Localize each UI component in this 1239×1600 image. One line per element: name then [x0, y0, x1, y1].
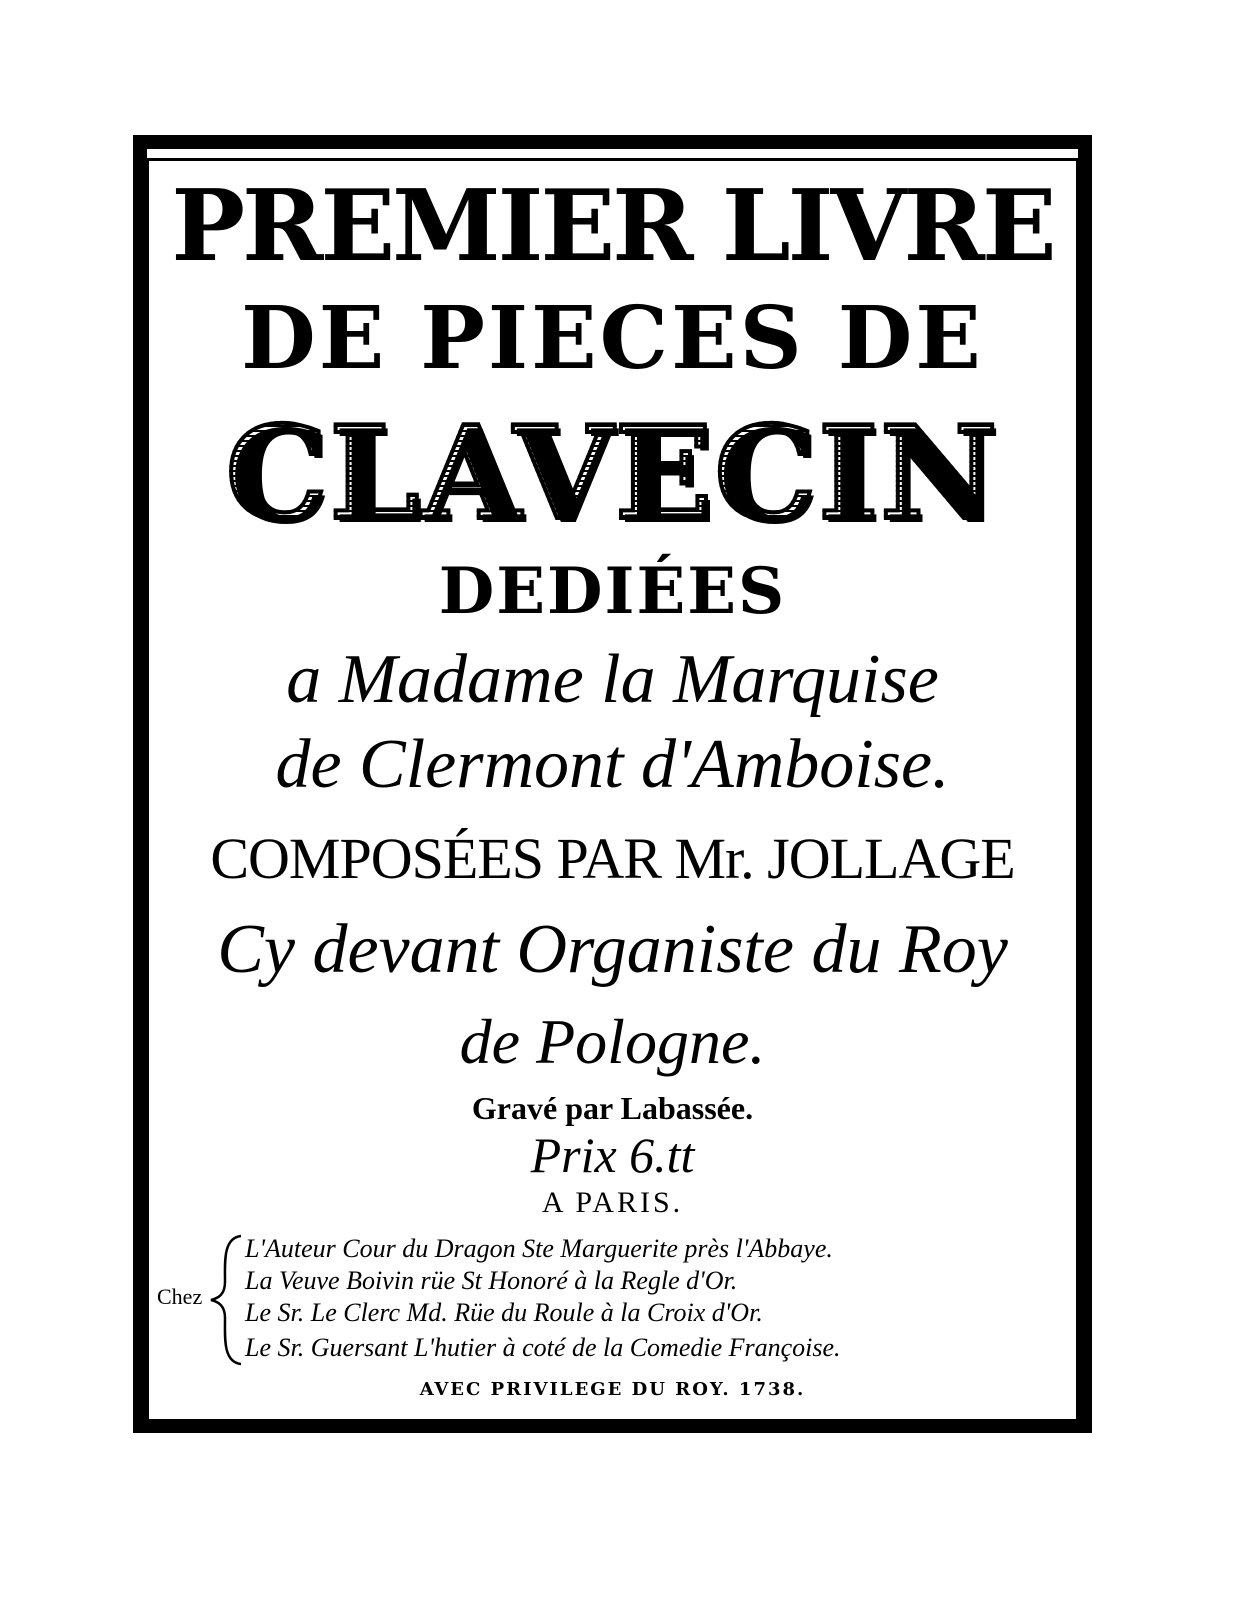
title-line-de-pieces-de: DE PIECES DE: [241, 288, 984, 389]
privilege-line: AVEC PRIVILEGE DU ROY. 1738.: [419, 1379, 806, 1400]
publication-city: A PARIS.: [541, 1186, 684, 1219]
seller-address: Le Sr. Le Clerc Md. Rüe du Roule à la Croix d'Or.: [245, 1298, 763, 1327]
curly-brace-icon: [205, 1232, 245, 1368]
composer-title-line-2: de Pologne.: [459, 1006, 766, 1077]
title-line-premier-livre: PREMIER LIVRE: [171, 169, 1054, 284]
dedicatee-line-1: a Madame la Marquise: [286, 641, 939, 718]
title-line-clavecin: CLAVECIN: [150, 410, 1075, 538]
composer-title-line-1: Cy devant Organiste du Roy: [217, 911, 1008, 988]
seller-address: L'Auteur Cour du Dragon Ste Marguerite près l'Abbaye.: [245, 1234, 833, 1263]
chez-label: Chez: [157, 1284, 203, 1309]
composer-line: COMPOSÉES PAR Mr. JOLLAGE: [210, 826, 1015, 891]
engraver-credit: Gravé par Labassée.: [471, 1090, 754, 1126]
seller-address: La Veuve Boivin rüe St Honoré à la Regle d'Or.: [245, 1266, 738, 1295]
dedicatee-line-2: de Clermont d'Amboise.: [275, 726, 950, 803]
price: Prix 6.tt: [530, 1127, 695, 1183]
dedication-heading: DEDIÉES: [438, 554, 787, 629]
seller-address: Le Sr. Guersant L'hutier à coté de la Comedie Françoise.: [245, 1333, 841, 1362]
